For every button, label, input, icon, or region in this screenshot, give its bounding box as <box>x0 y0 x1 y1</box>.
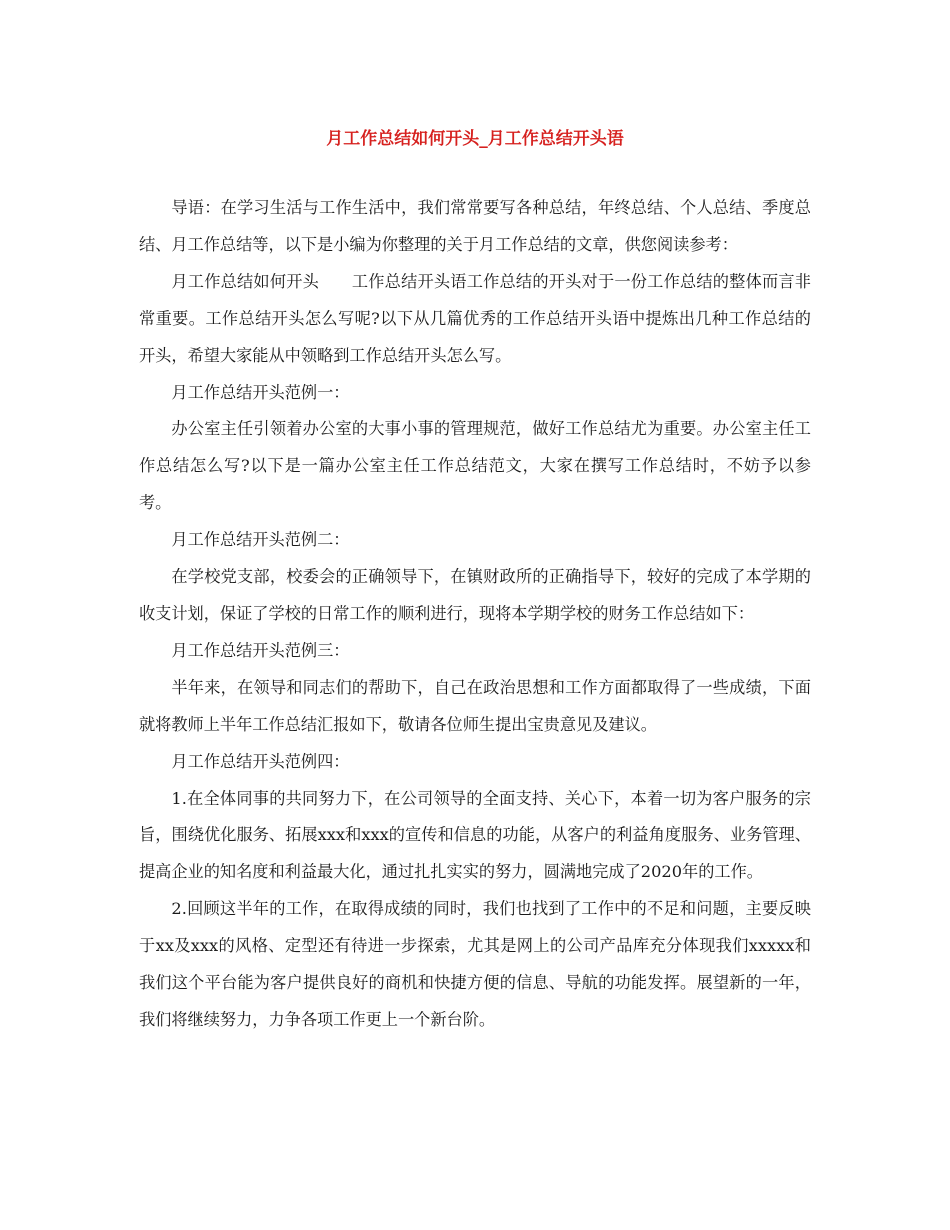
paragraph-example-3-heading: 月工作总结开头范例三： <box>171 640 350 660</box>
paragraph-example-1: 办公室主任引领着办公室的大事小事的管理规范，做好工作总结尤为重要。办公室主任工作总结怎么写?以下是一篇办公室主任工作总结范文，大家在撰写工作总结时，不妨予以参考。 <box>139 419 811 513</box>
paragraph-example-4-heading: 月工作总结开头范例四： <box>171 751 350 771</box>
paragraph-example-2: 在学校党支部，校委会的正确领导下，在镇财政所的正确指导下，较好的完成了本学期的收支计划，保证了学校的日常工作的顺利进行，现将本学期学校的财务工作总结如下： <box>139 567 811 623</box>
paragraph-example-4-item-1: 1.在全体同事的共同努力下，在公司领导的全面支持、关心下，本着一切为客户服务的宗旨，围绕优化服务、拓展xxx和xxx的宣传和信息的功能，从客户的利益角度服务、业务管理、提高企业的知名度和利益最大化，通过扎扎实实的努力，圆满地完成了2020年的工作。 <box>139 788 811 882</box>
document-body <box>139 190 811 1039</box>
paragraph-intro: 导语：在学习生活与工作生活中，我们常常要写各种总结，年终总结、个人总结、季度总结、月工作总结等，以下是小编为你整理的关于月工作总结的文章，供您阅读参考： <box>139 198 811 254</box>
paragraph-example-3: 半年来，在领导和同志们的帮助下，自己在政治思想和工作方面都取得了一些成绩，下面就将教师上半年工作总结汇报如下，敬请各位师生提出宝贵意见及建议。 <box>139 677 811 734</box>
document-title: 月工作总结如何开头_月工作总结开头语 <box>326 129 624 149</box>
paragraph-example-1-heading: 月工作总结开头范例一： <box>171 382 350 402</box>
paragraph-example-2-heading: 月工作总结开头范例二： <box>171 530 350 550</box>
paragraph-how-to-start: 月工作总结如何开头 工作总结开头语工作总结的开头对于一份工作总结的整体而言非常重要。工作总结开头怎么写呢?以下从几篇优秀的工作总结开头语中提炼出几种工作总结的开头，希望大家能从中领略到工作总结开头怎么写。 <box>139 271 811 365</box>
paragraph-example-4-item-2: 2.回顾这半年的工作，在取得成绩的同时，我们也找到了工作中的不足和问题，主要反映于xx及xxx的风格、定型还有待进一步探索，尤其是网上的公司产品库充分体现我们xxxxx和我们这个平台能为客户提供良好的商机和快捷方便的信息、导航的功能发挥。展望新的一年，我们将继续努力，力争各项工作更上一个新台阶。 <box>139 899 811 1029</box>
